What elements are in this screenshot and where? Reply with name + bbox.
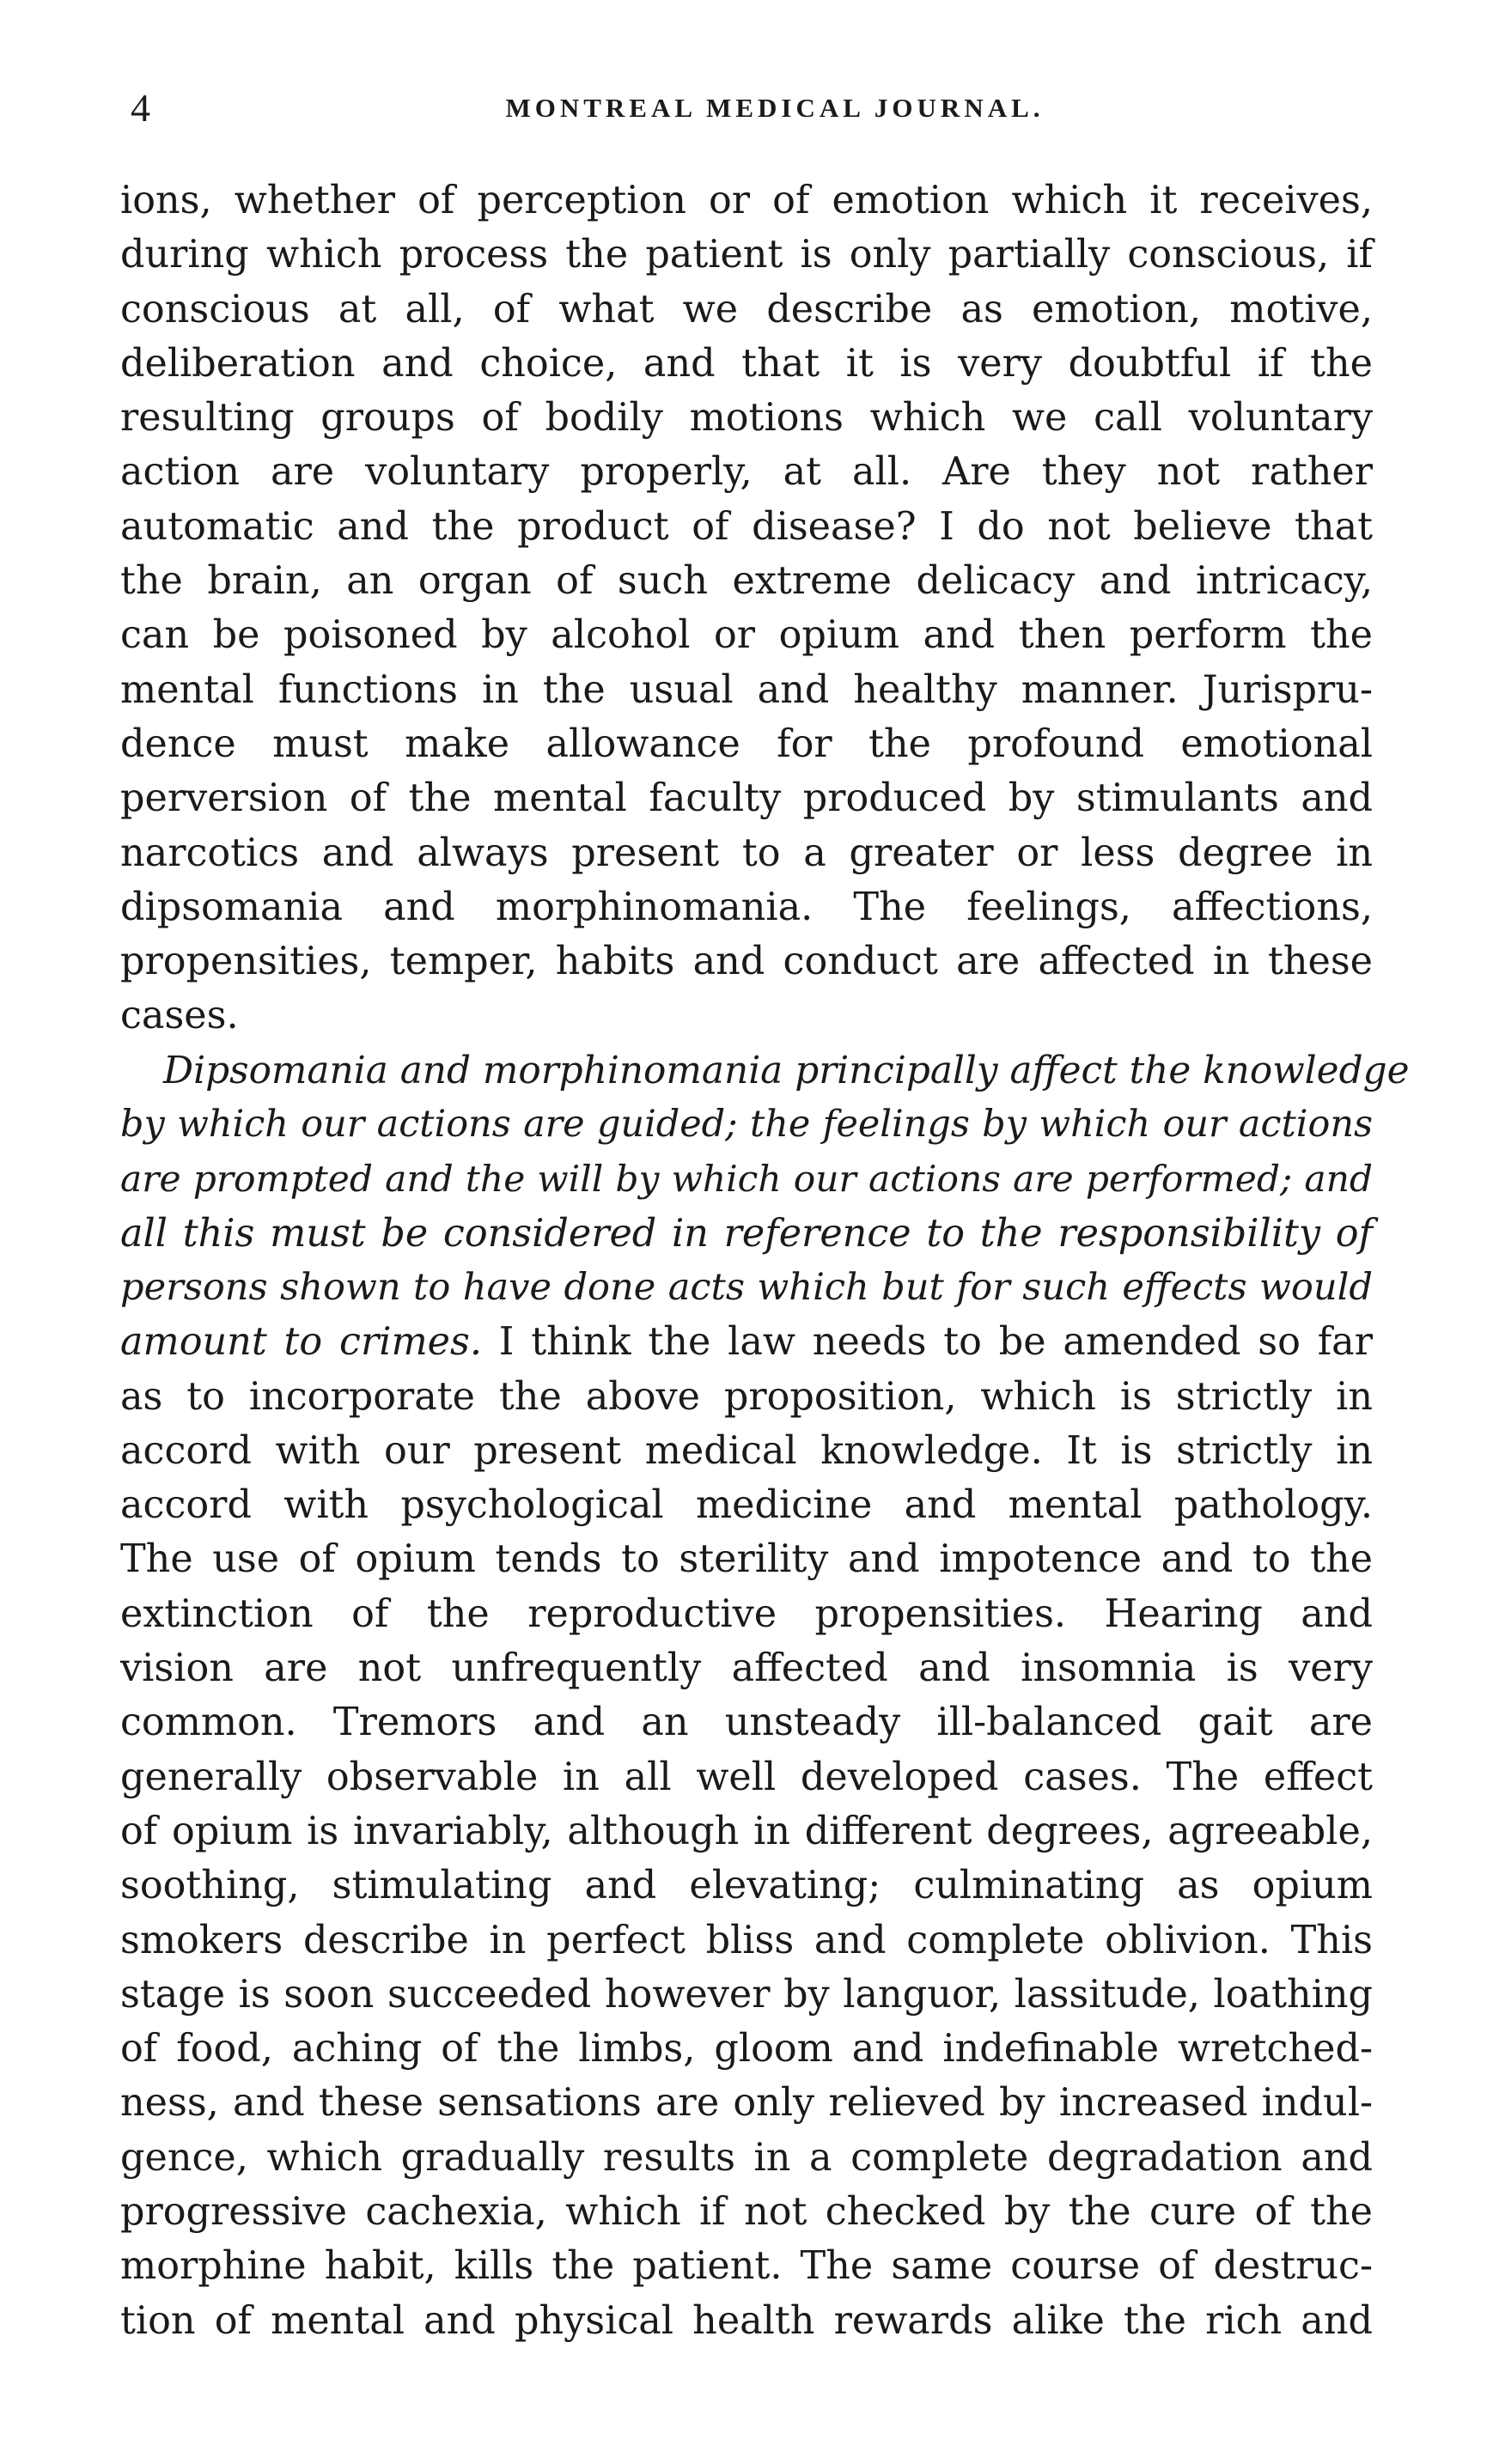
mixed-line: amount to crimes. I think the law needs to be amended so far <box>120 1320 1373 1365</box>
text-line: gence, which gradually results in a complete degradation and <box>120 2135 1373 2180</box>
running-head: MONTREAL MEDICAL JOURNAL. <box>505 93 1045 123</box>
text-line: morphine habit, kills the patient. The same course of destruc- <box>120 2244 1373 2289</box>
text-line: smokers describe in perfect bliss and complete oblivion. This <box>120 1918 1373 1962</box>
text-line: of opium is invariably, although in different degrees, agreeable, <box>120 1809 1373 1853</box>
text-line: accord with our present medical knowledge. It is strictly in <box>120 1428 1373 1473</box>
text-line: can be poisoned by alcohol or opium and then perform the <box>120 613 1373 658</box>
text-line: common. Tremors and an unsteady ill-balanced gait are <box>120 1700 1373 1745</box>
italic-proposition-line: by which our actions are guided; the feelings by which our actions <box>120 1103 1373 1147</box>
text-line: automatic and the product of disease? I do not believe that <box>120 504 1373 549</box>
text-line: resulting groups of bodily motions which we call voluntary <box>120 396 1373 441</box>
text-line: extinction of the reproductive propensities. Hearing and <box>120 1591 1373 1636</box>
text-line: ness, and these sensations are only relieved by increased indul- <box>120 2081 1373 2126</box>
text-line: progressive cachexia, which if not checked by the cure of the <box>120 2189 1373 2234</box>
italic-proposition-line: all this must be considered in reference to the responsibility of <box>120 1211 1373 1256</box>
text-line: stage is soon succeeded however by languor, lassitude, loathing <box>120 1972 1373 2017</box>
italic-proposition-line: Dipsomania and morphinomania principally affect the knowledge <box>163 1048 1410 1092</box>
text-line: dence must make allowance for the profound emotional <box>120 721 1373 766</box>
text-line: narcotics and always present to a greater or less degree in <box>120 830 1373 875</box>
italic-proposition-line: are prompted and the will by which our actions are performed; and <box>120 1158 1373 1201</box>
text-line: mental functions in the usual and healthy manner. Jurispru- <box>120 667 1373 712</box>
text-line: as to incorporate the above proposition, which is strictly in <box>120 1374 1373 1419</box>
body-text <box>120 173 1410 2348</box>
page-header <box>131 82 1385 134</box>
text-line: soothing, stimulating and elevating; culminating as opium <box>120 1864 1373 1908</box>
text-line: The use of opium tends to sterility and impotence and to the <box>120 1537 1373 1582</box>
text-line: ions, whether of perception or of emotion which it receives, <box>120 179 1373 222</box>
text-line: conscious at all, of what we describe as emotion, motive, <box>120 287 1373 332</box>
paragraph-end-line: cases. <box>120 994 239 1038</box>
text-line: dipsomania and morphinomania. The feelings, affections, <box>120 885 1373 929</box>
page-number: 4 <box>131 86 150 130</box>
italic-proposition-line: persons shown to have done acts which but for such effects would <box>120 1265 1373 1309</box>
text-line: the brain, an organ of such extreme delicacy and intricacy, <box>120 559 1373 604</box>
text-line: action are voluntary properly, at all. Are they not rather <box>120 450 1373 495</box>
text-line: of food, aching of the limbs, gloom and indefinable wretched- <box>120 2027 1373 2072</box>
text-line: deliberation and choice, and that it is very doubtful if the <box>120 341 1373 386</box>
text-line: tion of mental and physical health rewards alike the rich and <box>120 2298 1373 2343</box>
italic-proposition-end: amount to crimes. <box>120 1320 482 1365</box>
text-line: generally observable in all well developed cases. The effect <box>120 1755 1373 1799</box>
text-line: accord with psychological medicine and mental pathology. <box>120 1483 1373 1528</box>
text-line: perversion of the mental faculty produced by stimulants and <box>120 776 1373 821</box>
text-line: propensities, temper, habits and conduct are affected in these <box>120 940 1373 984</box>
text-line: during which process the patient is only partially conscious, if <box>120 233 1373 277</box>
text-line: vision are not unfrequently affected and insomnia is very <box>120 1646 1373 1691</box>
